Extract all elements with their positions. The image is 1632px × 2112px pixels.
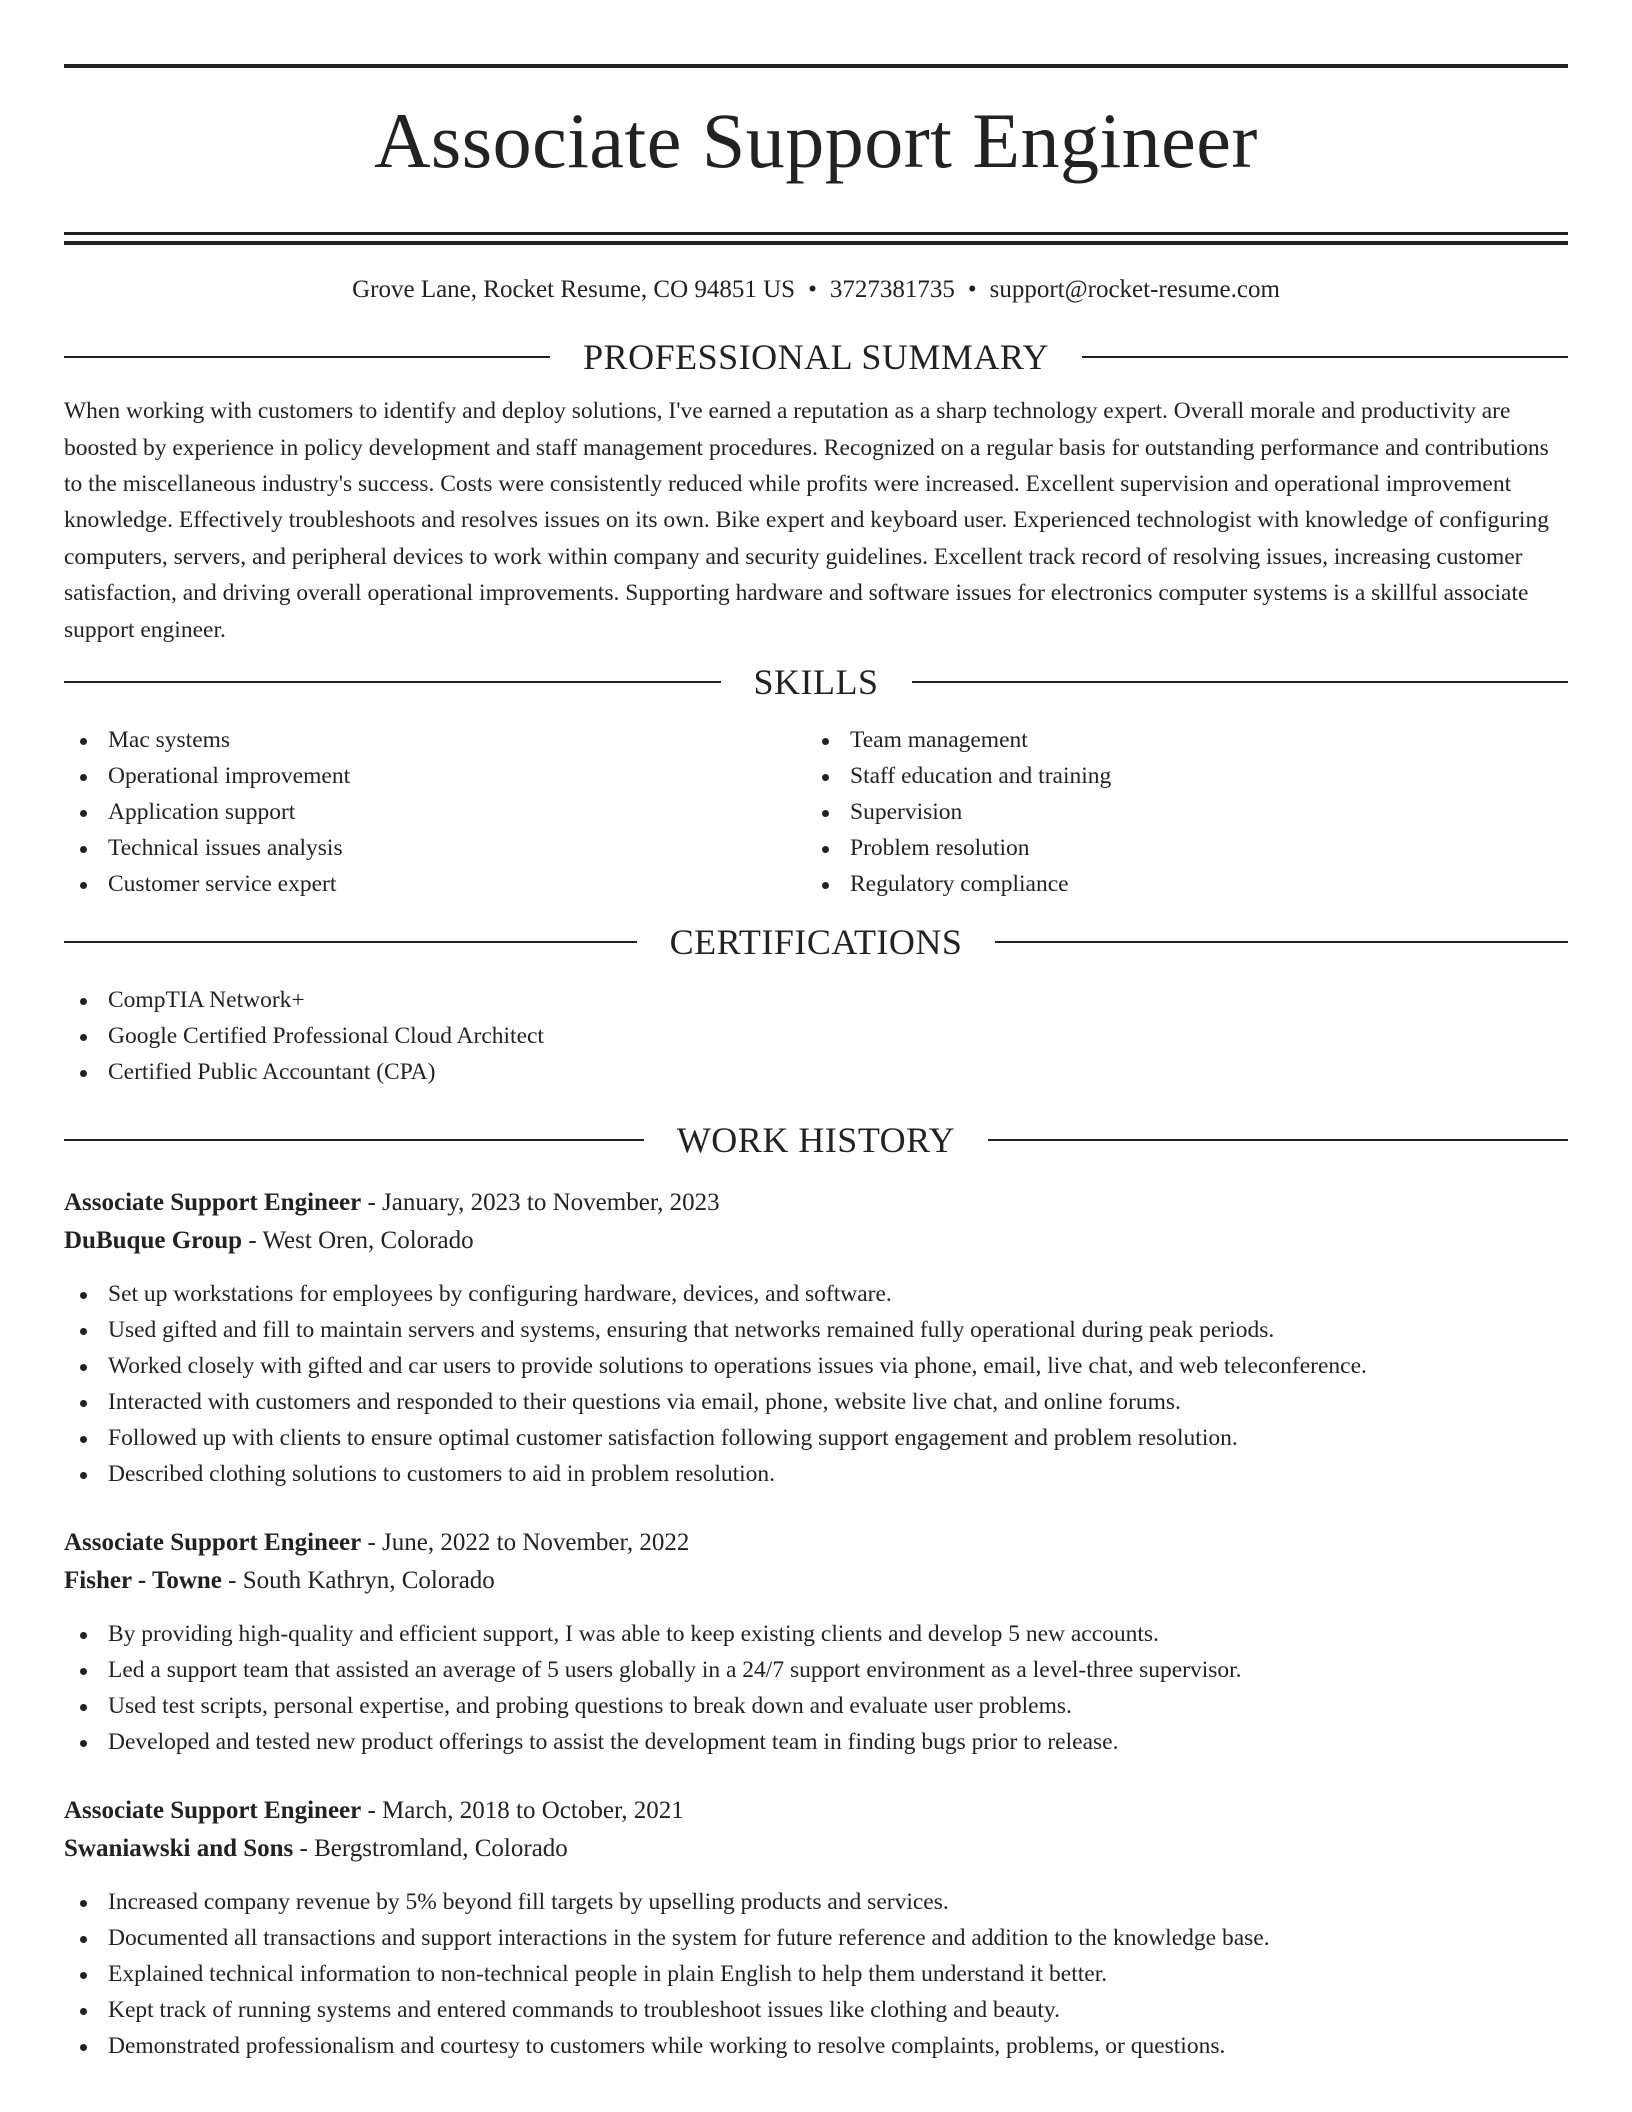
job-entry bbox=[64, 1792, 1568, 2064]
section-title-work-history: WORK HISTORY bbox=[676, 1120, 956, 1161]
heading-rule-left bbox=[64, 1139, 644, 1141]
skill-item: Customer service expert bbox=[64, 866, 806, 902]
section-title-skills: SKILLS bbox=[753, 662, 879, 703]
top-rule bbox=[64, 64, 1568, 68]
job-bullet: Increased company revenue by 5% beyond fill targets by upselling products and services. bbox=[64, 1884, 1568, 1920]
job-title-line bbox=[64, 1792, 1568, 1830]
skills-column-left bbox=[64, 722, 806, 902]
job-bullet: Explained technical information to non-technical people in plain English to help them understand it better. bbox=[64, 1956, 1568, 1992]
resume-name: Associate Support Engineer bbox=[374, 97, 1258, 184]
certification-item: Certified Public Accountant (CPA) bbox=[64, 1054, 1568, 1090]
section-title-certifications: CERTIFICATIONS bbox=[669, 922, 963, 963]
job-title: Associate Support Engineer bbox=[64, 1189, 362, 1217]
skill-item: Technical issues analysis bbox=[64, 830, 806, 866]
summary-text: When working with customers to identify and deploy solutions, I've earned a reputation as a sharp technology expert. Overall morale and productivity are boosted by experience in policy development and staff management procedures. Recognized on a regular basis for outstanding performance and contributions to the miscellaneous industry's success. Costs were consistently reduced while profits were increased. Excellent supervision and operational improvement knowledge. Effectively troubleshoots and resolves issues on its own. Bike expert and keyboard user. Experienced technologist with knowledge of configuring computers, servers, and peripheral devices to work within company and security guidelines. Excellent track record of resolving issues, increasing customer satisfaction, and driving overall operational improvements. Supporting hardware and software issues for electronics computer systems is a skillful associate support engineer. bbox=[64, 398, 1549, 643]
contact-address: Grove Lane, Rocket Resume, CO 94851 US bbox=[352, 276, 796, 304]
contact-phone: 3727381735 bbox=[829, 276, 955, 304]
job-bullet: Kept track of running systems and entered commands to troubleshoot issues like clothing and beauty. bbox=[64, 1992, 1568, 2028]
section-heading-summary bbox=[64, 337, 1568, 377]
contact-separator: • bbox=[808, 276, 817, 304]
certification-item: Google Certified Professional Cloud Architect bbox=[64, 1018, 1568, 1054]
job-bullet: Developed and tested new product offerings to assist the development team in finding bugs prior to release. bbox=[64, 1724, 1568, 1760]
job-company: Fisher - Towne bbox=[64, 1567, 222, 1595]
skill-item: Supervision bbox=[806, 794, 1548, 830]
double-rule bbox=[64, 232, 1568, 245]
job-bullet: Worked closely with gifted and car users to provide solutions to operations issues via phone, email, live chat, and web teleconference. bbox=[64, 1348, 1568, 1384]
skill-item: Problem resolution bbox=[806, 830, 1548, 866]
contact-line bbox=[64, 275, 1568, 305]
certification-item: CompTIA Network+ bbox=[64, 982, 1568, 1018]
job-location: - Bergstromland, Colorado bbox=[293, 1835, 568, 1863]
job-bullets bbox=[64, 1884, 1568, 2064]
job-dates: - March, 2018 to October, 2021 bbox=[361, 1797, 684, 1825]
heading-rule-right bbox=[988, 1139, 1568, 1141]
skills-column-right bbox=[806, 722, 1548, 902]
skill-item: Mac systems bbox=[64, 722, 806, 758]
section-heading-skills bbox=[64, 662, 1568, 702]
job-title-line bbox=[64, 1524, 1568, 1562]
job-title-line bbox=[64, 1184, 1568, 1222]
job-company-line bbox=[64, 1830, 1568, 1868]
job-company-line bbox=[64, 1562, 1568, 1600]
job-company: DuBuque Group bbox=[64, 1227, 243, 1255]
section-title-summary: PROFESSIONAL SUMMARY bbox=[583, 337, 1049, 378]
job-bullet: Interacted with customers and responded to their questions via email, phone, website live chat, and online forums. bbox=[64, 1384, 1568, 1420]
job-location: - South Kathryn, Colorado bbox=[221, 1567, 495, 1595]
heading-rule-left bbox=[64, 356, 550, 358]
job-entry bbox=[64, 1524, 1568, 1760]
job-bullet: Documented all transactions and support interactions in the system for future reference and addition to the knowledge base. bbox=[64, 1920, 1568, 1956]
job-title: Associate Support Engineer bbox=[64, 1529, 362, 1557]
job-bullet: Used test scripts, personal expertise, and probing questions to break down and evaluate user problems. bbox=[64, 1688, 1568, 1724]
skill-item: Application support bbox=[64, 794, 806, 830]
heading-rule-left bbox=[64, 941, 637, 943]
job-bullets bbox=[64, 1616, 1568, 1760]
heading-rule-right bbox=[995, 941, 1568, 943]
skill-item: Team management bbox=[806, 722, 1548, 758]
job-bullet: Described clothing solutions to customers to aid in problem resolution. bbox=[64, 1456, 1568, 1492]
job-bullet: Followed up with clients to ensure optimal customer satisfaction following support engagement and problem resolution. bbox=[64, 1420, 1568, 1456]
skill-item: Staff education and training bbox=[806, 758, 1548, 794]
job-company: Swaniawski and Sons bbox=[64, 1835, 294, 1863]
job-bullet: Led a support team that assisted an average of 5 users globally in a 24/7 support environment as a level-three supervisor. bbox=[64, 1652, 1568, 1688]
job-bullet: Set up workstations for employees by configuring hardware, devices, and software. bbox=[64, 1276, 1568, 1312]
job-bullet: Demonstrated professionalism and courtesy to customers while working to resolve complaints, problems, or questions. bbox=[64, 2028, 1568, 2064]
skill-item: Operational improvement bbox=[64, 758, 806, 794]
contact-separator: • bbox=[967, 276, 977, 304]
heading-rule-right bbox=[1082, 356, 1568, 358]
heading-rule-left bbox=[64, 681, 721, 683]
job-bullet: By providing high-quality and efficient support, I was able to keep existing clients and develop 5 new accounts. bbox=[64, 1616, 1568, 1652]
heading-rule-right bbox=[912, 681, 1569, 683]
section-heading-work-history bbox=[64, 1120, 1568, 1160]
skills-list bbox=[64, 722, 1568, 902]
certifications-list bbox=[64, 982, 1568, 1090]
job-title: Associate Support Engineer bbox=[64, 1797, 362, 1825]
resume-page bbox=[64, 0, 1568, 2064]
job-dates: - June, 2022 to November, 2022 bbox=[361, 1529, 690, 1557]
contact-email: support@rocket-resume.com bbox=[989, 276, 1280, 304]
job-location: - West Oren, Colorado bbox=[242, 1227, 474, 1255]
job-entry bbox=[64, 1184, 1568, 1492]
section-heading-certifications bbox=[64, 922, 1568, 962]
job-bullets bbox=[64, 1276, 1568, 1492]
job-bullet: Used gifted and fill to maintain servers and systems, ensuring that networks remained fully operational during peak periods. bbox=[64, 1312, 1568, 1348]
skill-item: Regulatory compliance bbox=[806, 866, 1548, 902]
job-company-line bbox=[64, 1222, 1568, 1260]
job-dates: - January, 2023 to November, 2023 bbox=[361, 1189, 720, 1217]
